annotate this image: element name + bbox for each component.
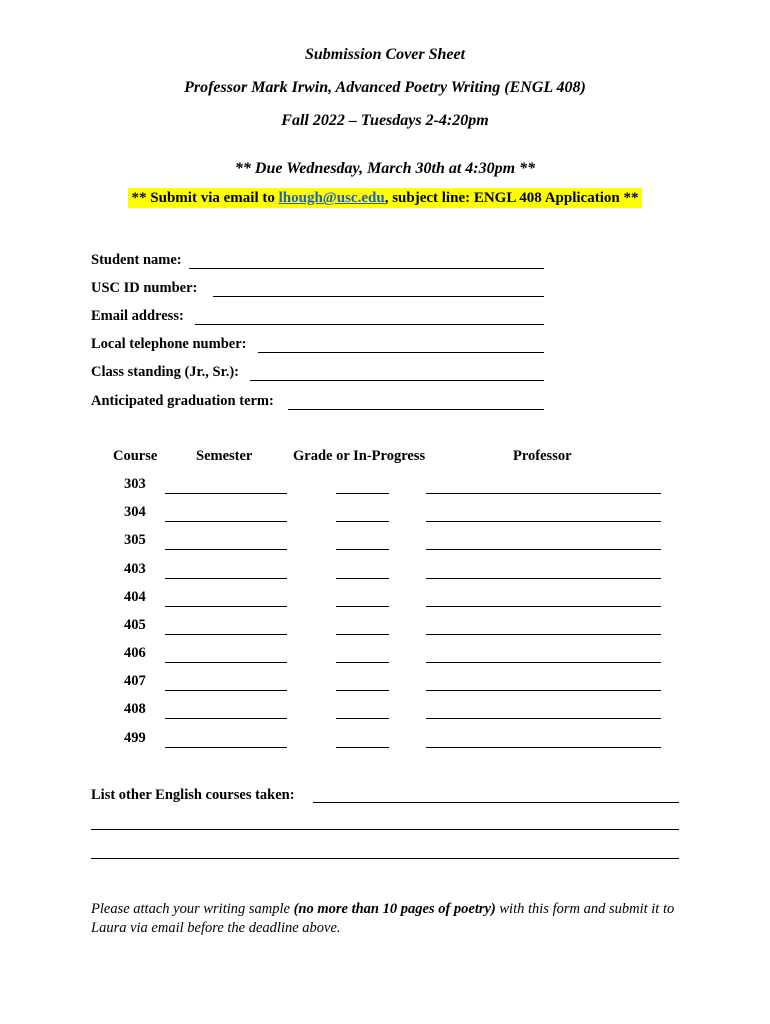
course-number: 408	[124, 701, 146, 717]
graduation-row	[91, 393, 546, 413]
class-standing-field[interactable]	[250, 380, 544, 381]
professor-field[interactable]	[426, 634, 661, 635]
usc-id-field[interactable]	[213, 296, 544, 297]
student-name-label: Student name:	[91, 252, 182, 268]
email-label: Email address:	[91, 308, 184, 324]
course-number: 499	[124, 730, 146, 746]
grade-field[interactable]	[336, 747, 389, 748]
semester-field[interactable]	[165, 690, 287, 691]
submit-email-link[interactable]: lhough@usc.edu	[278, 190, 385, 206]
semester-field[interactable]	[165, 578, 287, 579]
semester-field[interactable]	[165, 549, 287, 550]
footer-text-post: with this form and submit it to Laura via email before the deadline above.	[91, 901, 675, 936]
other-courses-label: List other English courses taken:	[91, 787, 295, 803]
professor-field[interactable]	[426, 662, 661, 663]
email-field[interactable]	[195, 324, 544, 325]
email-row	[91, 308, 546, 328]
professor-field[interactable]	[426, 747, 661, 748]
course-number: 405	[124, 617, 146, 633]
course-row	[0, 589, 770, 609]
submit-suffix: , subject line: ENGL 408 Application **	[384, 190, 639, 206]
course-row	[0, 617, 770, 637]
class-standing-row	[91, 364, 546, 384]
grade-field[interactable]	[336, 662, 389, 663]
course-row	[0, 561, 770, 581]
course-row	[0, 645, 770, 665]
course-row	[0, 476, 770, 496]
grade-field[interactable]	[336, 521, 389, 522]
attachment-instructions	[91, 900, 691, 938]
sheet-title: Submission Cover Sheet	[304, 46, 466, 63]
phone-field[interactable]	[258, 352, 544, 353]
semester-field[interactable]	[165, 521, 287, 522]
student-name-row	[91, 252, 546, 272]
grade-field[interactable]	[336, 718, 389, 719]
due-date-line: ** Due Wednesday, March 30th at 4:30pm **	[234, 160, 536, 177]
grade-field[interactable]	[336, 578, 389, 579]
semester-field[interactable]	[165, 718, 287, 719]
col-header-grade: Grade or In-Progress	[293, 448, 426, 464]
footer-text-pre: Please attach your writing sample	[91, 901, 294, 917]
semester-field[interactable]	[165, 634, 287, 635]
professor-field[interactable]	[426, 521, 661, 522]
term-line: Fall 2022 – Tuesdays 2-4:20pm	[281, 112, 489, 129]
submit-highlight	[128, 188, 643, 208]
professor-field[interactable]	[426, 606, 661, 607]
semester-field[interactable]	[165, 747, 287, 748]
course-number: 303	[124, 476, 146, 492]
other-courses-field-line-2[interactable]	[91, 829, 679, 830]
semester-field[interactable]	[165, 606, 287, 607]
semester-field[interactable]	[165, 493, 287, 494]
course-number: 407	[124, 673, 146, 689]
course-row	[0, 504, 770, 524]
graduation-field[interactable]	[288, 409, 544, 410]
student-name-field[interactable]	[189, 268, 544, 269]
phone-label: Local telephone number:	[91, 336, 247, 352]
phone-row	[91, 336, 546, 356]
col-header-course: Course	[113, 448, 158, 464]
footer-text-bold: (no more than 10 pages of poetry)	[293, 901, 496, 917]
usc-id-label: USC ID number:	[91, 280, 198, 296]
professor-field[interactable]	[426, 578, 661, 579]
submit-prefix: ** Submit via email to	[131, 190, 279, 206]
course-row	[0, 701, 770, 721]
professor-field[interactable]	[426, 718, 661, 719]
col-header-professor: Professor	[513, 448, 572, 464]
grade-field[interactable]	[336, 606, 389, 607]
professor-field[interactable]	[426, 493, 661, 494]
grade-field[interactable]	[336, 690, 389, 691]
professor-field[interactable]	[426, 549, 661, 550]
graduation-label: Anticipated graduation term:	[91, 393, 274, 409]
course-number: 406	[124, 645, 146, 661]
semester-field[interactable]	[165, 662, 287, 663]
course-number: 403	[124, 561, 146, 577]
grade-field[interactable]	[336, 549, 389, 550]
col-header-semester: Semester	[196, 448, 253, 464]
other-courses-field[interactable]	[313, 802, 679, 803]
usc-id-row	[91, 280, 546, 300]
professor-field[interactable]	[426, 690, 661, 691]
course-row	[0, 532, 770, 552]
class-standing-label: Class standing (Jr., Sr.):	[91, 364, 239, 380]
course-number: 304	[124, 504, 146, 520]
course-line: Professor Mark Irwin, Advanced Poetry Writing (ENGL 408)	[184, 79, 586, 96]
other-courses-field-line-3[interactable]	[91, 858, 679, 859]
grade-field[interactable]	[336, 634, 389, 635]
course-row	[0, 673, 770, 693]
grade-field[interactable]	[336, 493, 389, 494]
course-number: 404	[124, 589, 146, 605]
course-number: 305	[124, 532, 146, 548]
course-row	[0, 730, 770, 750]
submit-instructions	[0, 190, 770, 207]
